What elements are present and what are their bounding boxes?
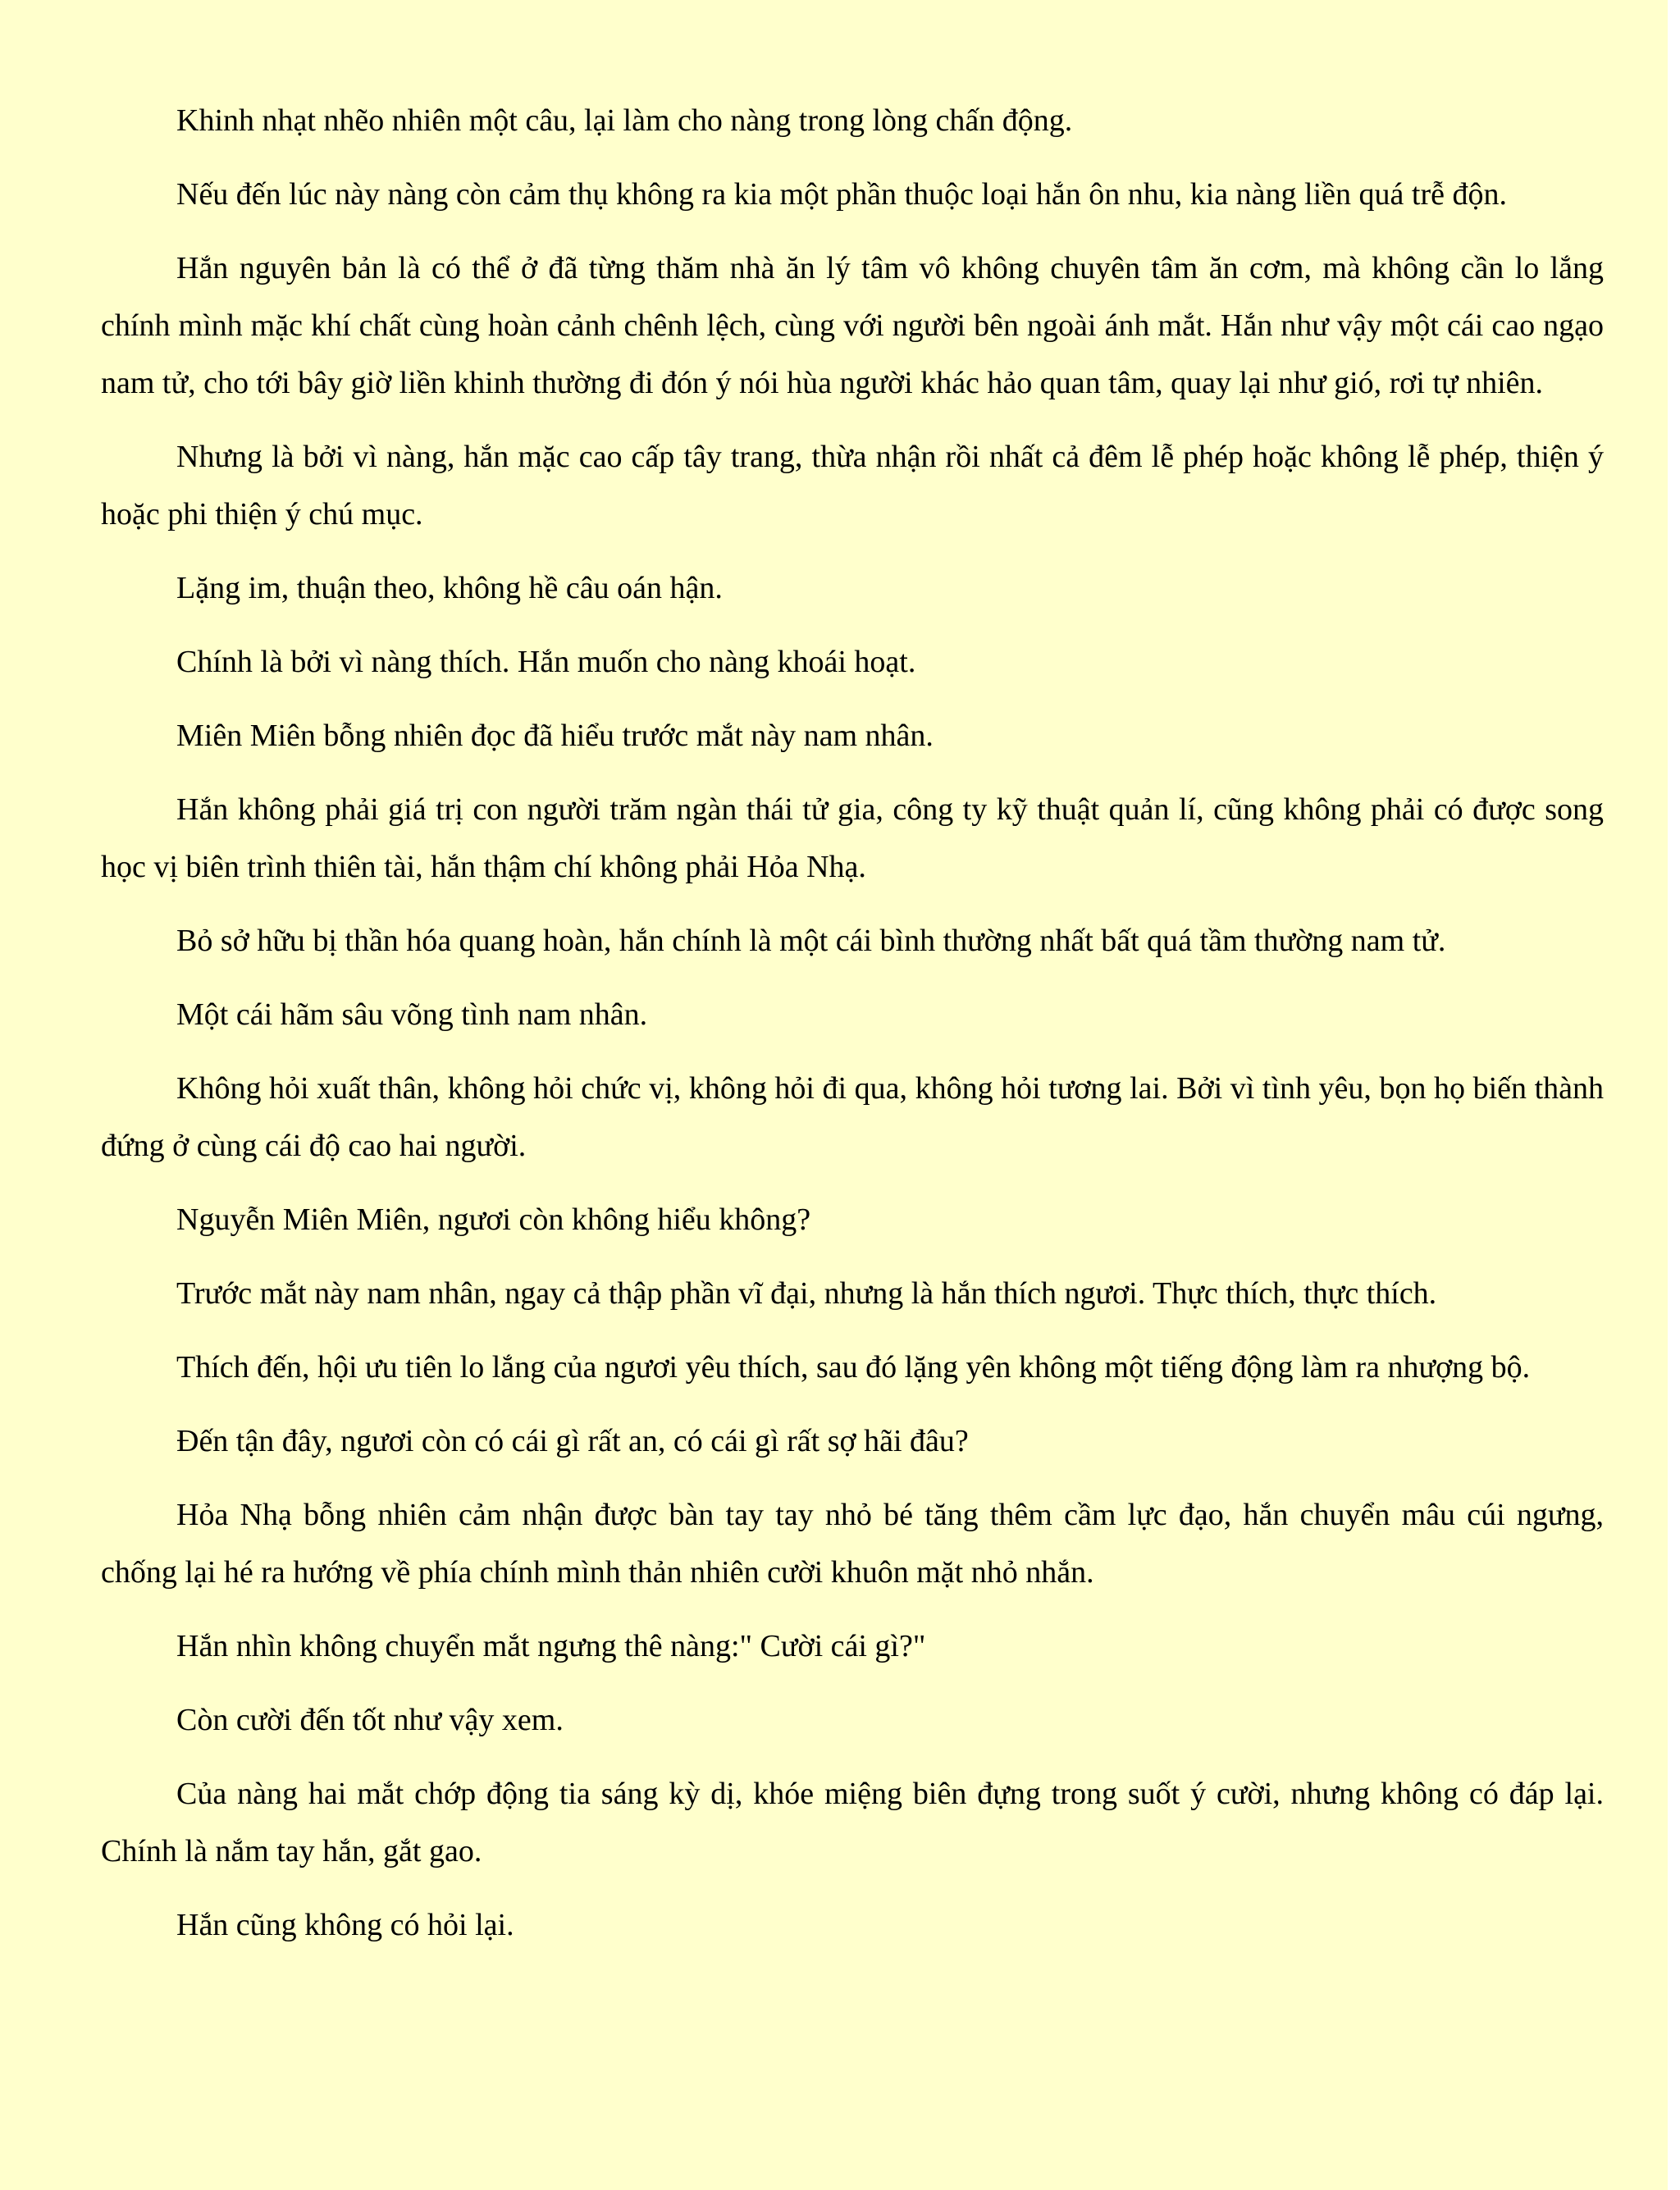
paragraph: Hắn không phải giá trị con người trăm ngàn thái tử gia, công ty kỹ thuật quản lí, cũng không phải có được song học vị biên trình thiên tài, hắn thậm chí không phải Hỏa Nhạ. xyxy=(101,792,1604,884)
paragraph: Nếu đến lúc này nàng còn cảm thụ không ra kia một phần thuộc loại hắn ôn nhu, kia nàng liền quá trễ độn. xyxy=(176,177,1507,212)
body-text xyxy=(101,92,1604,1970)
paragraph: Hắn nhìn không chuyển mắt ngưng thê nàng:" Cười cái gì?" xyxy=(176,1629,926,1663)
paragraph: Lặng im, thuận theo, không hề câu oán hận. xyxy=(176,571,723,605)
paragraph: Còn cười đến tốt như vậy xem. xyxy=(176,1703,564,1737)
paragraph: Hỏa Nhạ bỗng nhiên cảm nhận được bàn tay tay nhỏ bé tăng thêm cầm lực đạo, hắn chuyển mâu cúi ngưng, chống lại hé ra hướng về phía chính mình thản nhiên cười khuôn mặt nhỏ nhắn. xyxy=(101,1498,1604,1590)
paragraph: Nhưng là bởi vì nàng, hắn mặc cao cấp tây trang, thừa nhận rồi nhất cả đêm lễ phép hoặc không lễ phép, thiện ý hoặc phi thiện ý chú mục. xyxy=(101,440,1604,532)
paragraph: Hắn cũng không có hỏi lại. xyxy=(176,1908,514,1942)
paragraph: Đến tận đây, ngươi còn có cái gì rất an, có cái gì rất sợ hãi đâu? xyxy=(176,1424,969,1458)
paragraph: Nguyễn Miên Miên, ngươi còn không hiểu không? xyxy=(176,1202,811,1237)
paragraph: Không hỏi xuất thân, không hỏi chức vị, không hỏi đi qua, không hỏi tương lai. Bởi vì tình yêu, bọn họ biến thành đứng ở cùng cái độ cao hai người. xyxy=(101,1071,1604,1163)
paragraph: Trước mắt này nam nhân, ngay cả thập phần vĩ đại, nhưng là hắn thích ngươi. Thực thích, thực thích. xyxy=(176,1276,1437,1311)
paragraph: Bỏ sở hữu bị thần hóa quang hoàn, hắn chính là một cái bình thường nhất bất quá tầm thường nam tử. xyxy=(176,924,1446,958)
paragraph: Hắn nguyên bản là có thể ở đã từng thăm nhà ăn lý tâm vô không chuyên tâm ăn cơm, mà không cần lo lắng chính mình mặc khí chất cùng hoàn cảnh chênh lệch, cùng với người bên ngoài ánh mắt. Hắn như vậy một cái cao ngạo nam tử, cho tới bây giờ liền khinh thường đi đón ý nói hùa người khác hảo quan tâm, quay lại như gió, rơi tự nhiên. xyxy=(101,251,1604,400)
paragraph: Một cái hãm sâu võng tình nam nhân. xyxy=(176,997,648,1032)
paragraph: Chính là bởi vì nàng thích. Hắn muốn cho nàng khoái hoạt. xyxy=(176,645,916,679)
paragraph: Thích đến, hội ưu tiên lo lắng của ngươi yêu thích, sau đó lặng yên không một tiếng động làm ra nhượng bộ. xyxy=(176,1350,1531,1385)
paragraph: Khinh nhạt nhẽo nhiên một câu, lại làm cho nàng trong lòng chấn động. xyxy=(176,103,1073,138)
paragraph: Miên Miên bỗng nhiên đọc đã hiểu trước mắt này nam nhân. xyxy=(176,719,934,753)
paragraph: Của nàng hai mắt chớp động tia sáng kỳ dị, khóe miệng biên đựng trong suốt ý cười, nhưng không có đáp lại. Chính là nắm tay hắn, gắt gao. xyxy=(101,1777,1604,1868)
